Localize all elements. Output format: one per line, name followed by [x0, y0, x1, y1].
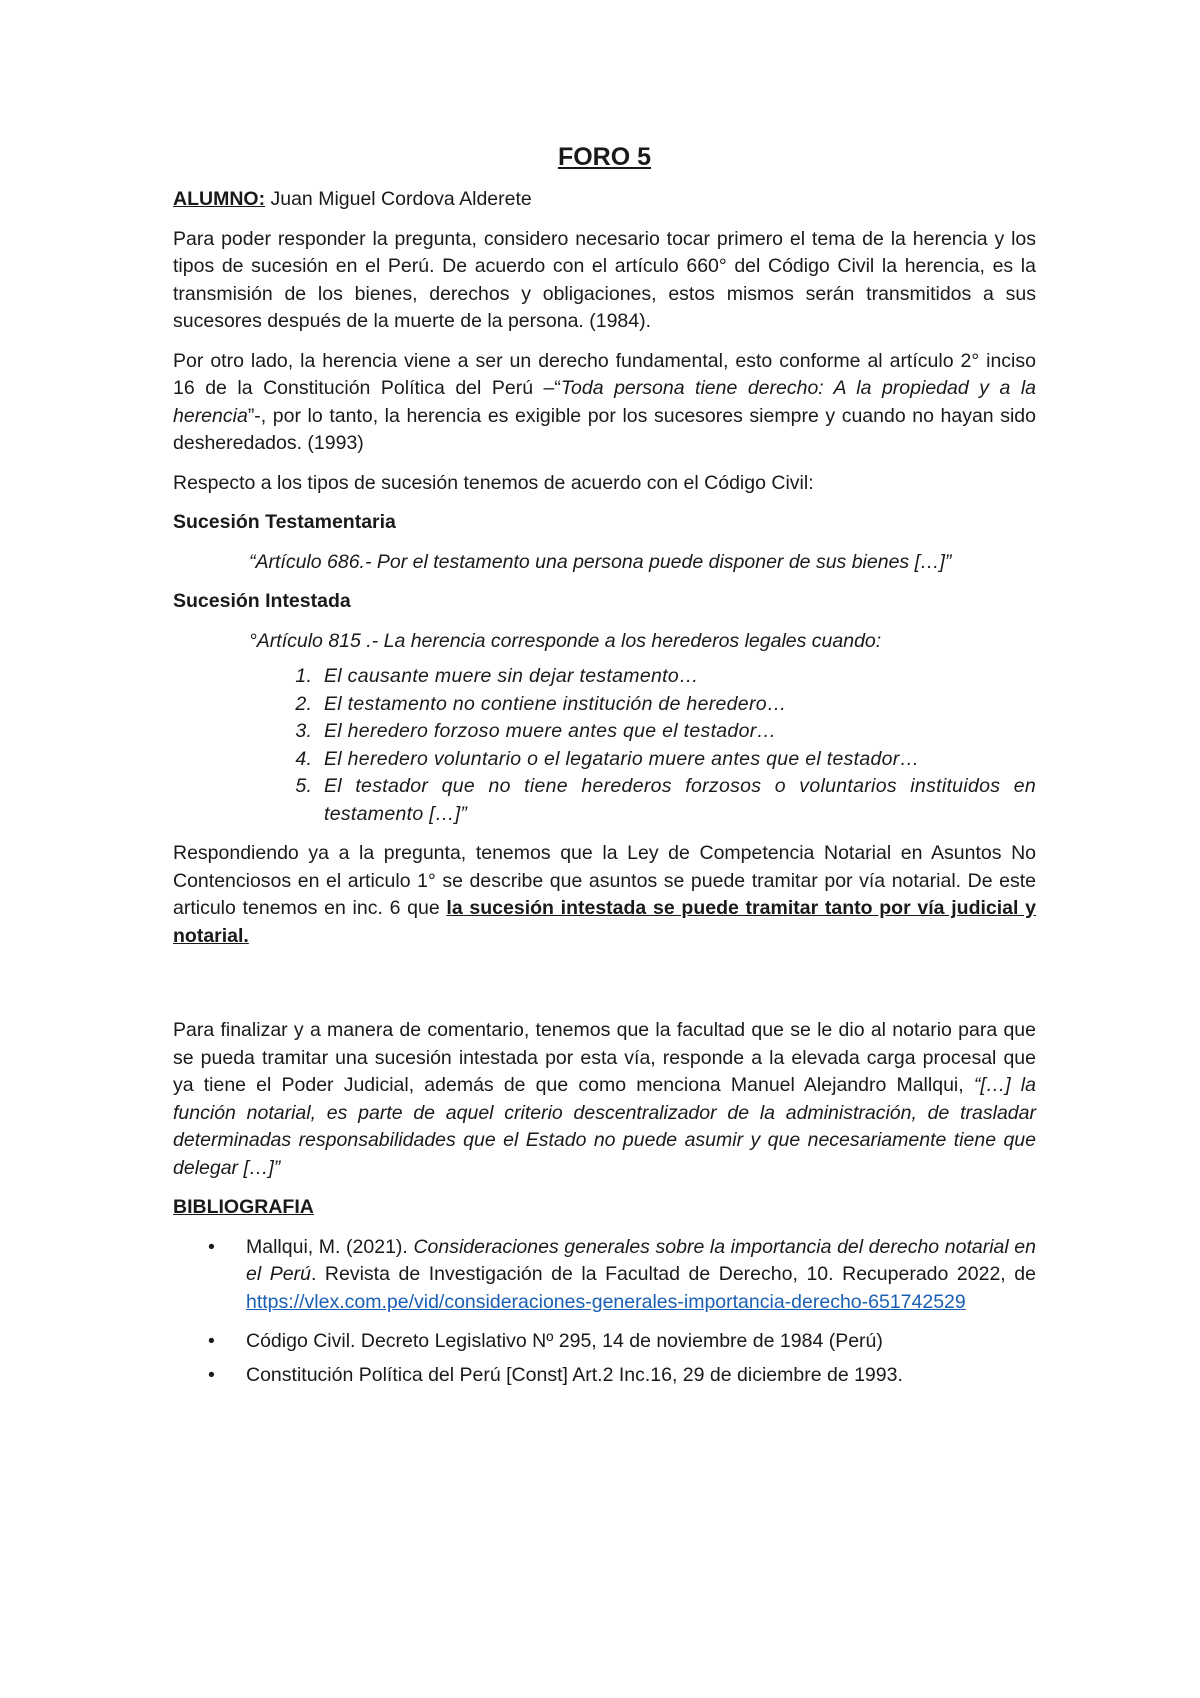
heading-testamentaria: Sucesión Testamentaria — [173, 511, 396, 533]
quote-articulo-815: °Artículo 815 .- La herencia corresponde a los herederos legales cuando: — [249, 629, 882, 652]
p2-text-after: ”-, por lo tanto, la herencia es exigible por los sucesores siempre y cuando no hayan sido desheredados. (1993) — [173, 404, 1036, 454]
answer-emphasis: la sucesión intestada se puede tramitar tanto por vía judicial y notarial. — [173, 897, 1036, 947]
ref1-link[interactable]: https://vlex.com.pe/vid/consideraciones-generales-importancia-derecho-651742529 — [246, 1290, 966, 1313]
bibliography-list — [173, 1234, 1036, 1390]
ref2-text: Código Civil. Decreto Legislativo Nº 295, 14 de noviembre de 1984 (Perú) — [246, 1330, 883, 1352]
student-name: Juan Miguel Cordova Alderete — [265, 188, 532, 210]
p2-text-before: Por otro lado, la herencia viene a ser un derecho fundamental, esto conforme al artículo 2° inciso 16 de la Constitución Política del Perú –“ — [173, 349, 1036, 399]
list-item: 5. El testador que no tiene herederos forzosos o voluntarios instituidos en testamento […]” — [318, 773, 1036, 828]
paragraph-comentario — [173, 1017, 1036, 1182]
bibliography-item — [208, 1328, 1036, 1356]
quote-articulo-686: “Artículo 686.- Por el testamento una persona puede disponer de sus bienes […]” — [249, 550, 952, 573]
intestada-conditions-list — [173, 663, 1036, 828]
paragraph-tipos-sucesion: Respecto a los tipos de sucesión tenemos de acuerdo con el Código Civil: — [173, 471, 814, 494]
student-line — [173, 186, 1036, 214]
document-body — [173, 140, 1036, 1401]
paragraph-derecho-fundamental — [173, 348, 1036, 458]
page-title: FORO 5 — [557, 143, 652, 171]
bibliography-item — [208, 1234, 1036, 1317]
closing-quote: “[…] la función notarial, es parte de aquel criterio descentralizador de la administración, de trasladar determinadas responsabilidades que el Estado no puede asumir y que necesariamente tiene que delegar […]” — [173, 1074, 1036, 1179]
answer-text: Respondiendo ya a la pregunta, tenemos que la Ley de Competencia Notarial en Asuntos No Contenciosos en el articulo 1° se describe que asuntos se puede tramitar por vía notarial. De este articulo tenemos en inc. 6 que — [173, 842, 1036, 919]
paragraph-respuesta — [173, 840, 1036, 950]
blank-space — [173, 962, 1036, 1017]
list-item: 2. El testamento no contiene institución de heredero… — [318, 691, 1036, 719]
bibliography-heading: BIBLIOGRAFIA — [173, 1196, 314, 1218]
ref3-text: Constitución Política del Perú [Const] Art.2 Inc.16, 29 de diciembre de 1993. — [246, 1363, 903, 1386]
bibliography-item — [208, 1362, 1036, 1390]
bullet-icon: • — [208, 1235, 215, 1258]
list-item: 1. El causante muere sin dejar testamento… — [318, 663, 1036, 691]
ref1-title: Consideraciones generales sobre la importancia del derecho notarial en el Perú — [246, 1235, 1036, 1285]
heading-intestada: Sucesión Intestada — [173, 590, 351, 612]
bullet-icon: • — [208, 1330, 215, 1352]
closing-text: Para finalizar y a manera de comentario, tenemos que la facultad que se le dio al notario para que se pueda tramitar una sucesión intestada por esta vía, responde a la elevada carga procesal que ya tiene el Poder Judicial, además de que como menciona Manuel Alejandro Mallqui, — [173, 1019, 1036, 1096]
paragraph-herencia: Para poder responder la pregunta, considero necesario tocar primero el tema de la herencia y los tipos de sucesión en el Perú. De acuerdo con el artículo 660° del Código Civil la herencia, es la transmisión de los bienes, derechos y obligaciones, estos mismos serán transmitidos a sus sucesores después de la muerte de la persona. (1984). — [173, 227, 1036, 332]
student-label: ALUMNO: — [173, 188, 266, 210]
list-item: 3. El heredero forzoso muere antes que el testador… — [318, 718, 1036, 746]
ref1-author: Mallqui, M. (2021). — [246, 1235, 414, 1258]
p2-constitution-quote: Toda persona tiene derecho: A la propiedad y a la herencia — [173, 377, 1036, 427]
ref1-details: . Revista de Investigación de la Facultad de Derecho, 10. Recuperado 2022, de — [310, 1263, 1036, 1285]
list-item: 4. El heredero voluntario o el legatario muere antes que el testador… — [318, 746, 1036, 774]
bullet-icon: • — [208, 1363, 215, 1386]
